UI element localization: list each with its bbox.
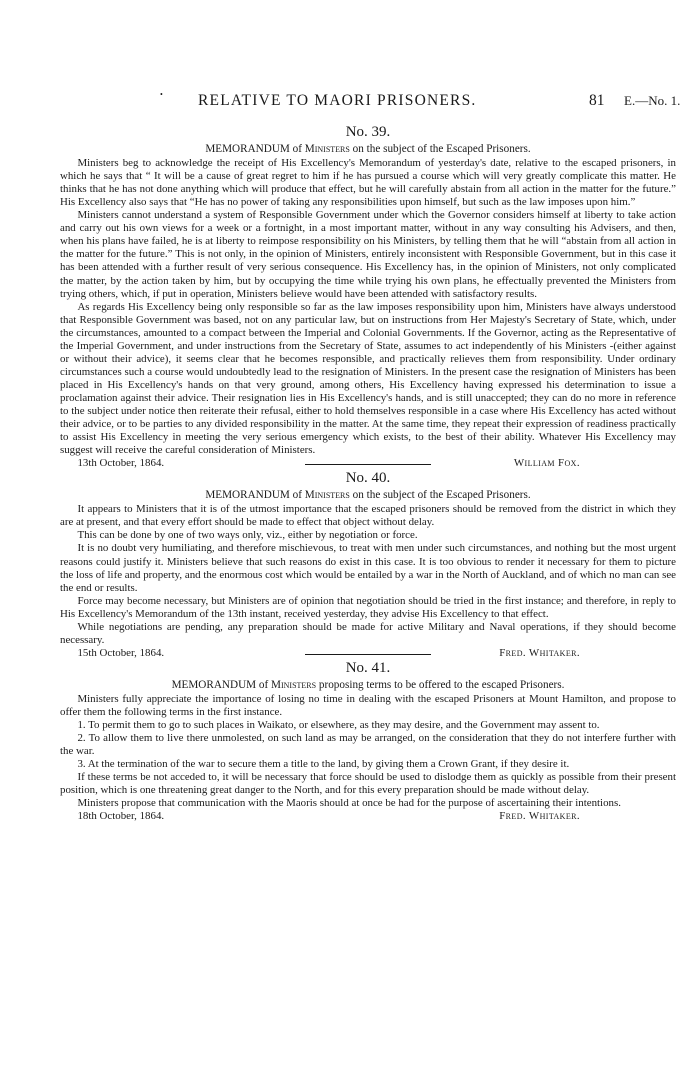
- memorandum-title: MEMORANDUM of Ministers on the subject of the Escaped Prisoners.: [205, 143, 531, 156]
- page-title: RELATIVE TO MAORI PRISONERS.: [198, 92, 477, 109]
- memorandum-number: No. 40.: [345, 470, 391, 487]
- paragraph: 2. To allow them to live there unmolested, on such land as may be arranged, on the consideration that they do not interfere further with the war.: [60, 732, 676, 758]
- section-divider: [305, 654, 431, 655]
- running-head: [0, 92, 700, 114]
- paragraph: While negotiations are pending, any preparation should be made for active Military and Naval operations, if they should become necessary.: [60, 620, 676, 646]
- memoranda-body: [60, 124, 676, 823]
- signature-line: [77, 810, 676, 823]
- memorandum-40: [60, 470, 676, 659]
- paragraph: As regards His Excellency being only responsible so far as the law imposes responsibility upon him, Ministers have always understood that Responsible Government was based, not on any particular law, but on instructions from Her Majesty's Secretary of State, which, under the circumstances, amounted to a compact between the Imperial and Colonial Governments. If the Governor, acting as the Representative of the Imperial Government, and under instructions from the Secretary of State, assumes to act independently of his Ministers -(either against or without their advice), it seems clear that he becomes responsible, and practically relieves them from responsibility. Under ordinary circumstances such a course would undoubtedly lead to the resignation of Ministers. In the present case the resignation of Ministers has been placed in His Excellency's hands on that very ground, among others, His Excellency having expressed his determination to issue a proclamation against their advice. Their resignation lies in His Excellency's hands, and is still unaccepted; they can do no more in reference to the subject under notice then reiterate their refusal, either to hold themselves responsible in a case where His Excellency has acted without their advice, or to be parties to any divided responsibility in the matter. At the same time, they repeat their expression of readiness practically to assist His Excellency in meeting the very serious emergency which exists, to the best of their ability. Whatever His Excellency may suggest will receive the careful consideration of Ministers.: [60, 300, 676, 457]
- memorandum-39: [60, 124, 676, 470]
- memorandum-title: MEMORANDUM of Ministers on the subject of the Escaped Prisoners.: [205, 489, 531, 502]
- paragraph: Ministers propose that communication with the Maoris should at once be had for the purpose of ascertaining their intentions.: [77, 797, 621, 810]
- memorandum-title: MEMORANDUM of Ministers proposing terms to be offered to the escaped Prisoners.: [171, 678, 565, 691]
- signature: Fred. Whitaker.: [499, 646, 580, 659]
- signature: Fred. Whitaker.: [499, 810, 580, 823]
- paragraph: It appears to Ministers that it is of the utmost importance that the escaped prisoners should be removed from the district in which they are at present, and that every effort should be made to effect that object without delay.: [60, 503, 676, 529]
- paper-reference: E.—No. 1.: [624, 93, 681, 108]
- paragraph: It is no doubt very humiliating, and therefore mischievous, to treat with men under such circumstances, and nothing but the most urgent reasons could justify it. Ministers believe that such reasons do exist in this case. It is too obvious to render it necessary for them to picture the loss of life and property, and the enormous cost which would be entailed by a war in the North of Auckland, and of which no man can see the end or results.: [60, 542, 676, 594]
- margin-dot: •: [160, 90, 163, 99]
- paragraph: 1. To permit them to go to such places in Waikato, or elsewhere, as they may desire, and the Government may assent to.: [77, 719, 600, 732]
- paragraph: Force may become necessary, but Ministers are of opinion that negotiation should be tried in the first instance; and therefore, in reply to His Excellency's Memorandum of the 13th instant, received yesterday, they advise His Excellency to that effect.: [60, 594, 676, 620]
- page-number: 81: [589, 92, 605, 109]
- memorandum-date: 18th October, 1864.: [77, 810, 165, 823]
- paragraph: If these terms be not acceded to, it will be necessary that force should be used to dislodge them as quickly as possible from their present position, which is one threatening great danger to the North, and for this every preparation should be made without delay.: [60, 771, 676, 797]
- paragraph: This can be done by one of two ways only, viz., either by negotiation or force.: [77, 529, 418, 542]
- memorandum-number: No. 41.: [345, 659, 391, 676]
- memorandum-date: 15th October, 1864.: [77, 646, 165, 659]
- memorandum-number: No. 39.: [345, 124, 391, 140]
- paragraph: Ministers cannot understand a system of Responsible Government under which the Governor considers himself at liberty to take action and carry out his own views for a week or a fortnight, in a most important matter, without in any way consulting his Advisers, and then, when his plans have failed, he is at liberty to reimpose responsibility on his Ministers, by telling them that he will “abstain from all action in the matter for the future.” This is not only, in the opinion of Ministers, entirely inconsistent with Responsible Government, but in this case it has been attended with a further result of very serious consequence. His Excellency has, in the opinion of Ministers, not only complicated the matter, by the action taken by him, but by occupying the time while trying his own plans, he effectually prevented the Ministers from trying others, which, if put in operation, Ministers believe would have been attended with satisfactory results.: [60, 209, 676, 300]
- memorandum-41: [60, 659, 676, 824]
- paragraph: Ministers fully appreciate the importance of losing no time in dealing with the escaped Prisoners at Mount Hamilton, and propose to offer them the following terms in the first instance.: [60, 692, 676, 719]
- paragraph: Ministers beg to acknowledge the receipt of His Excellency's Memorandum of yesterday's date, relative to the escaped prisoners, in which he says that “ It will be a cause of great regret to him if he has pursued a course which will very greatly complicate this matter. He thinks that he has not done anything which will produce that effect, but he will carefully abstain from all action in the matter for the future.” His Excellency also says that “He has no power of taking any responsibilities upon himself, but such as the law imposes upon him.”: [60, 157, 676, 209]
- paragraph: 3. At the termination of the war to secure them a title to the land, by giving them a Crown Grant, if they desire it.: [77, 758, 570, 771]
- section-divider: [305, 464, 431, 465]
- memorandum-date: 13th October, 1864.: [77, 457, 165, 470]
- signature: William Fox.: [513, 457, 580, 470]
